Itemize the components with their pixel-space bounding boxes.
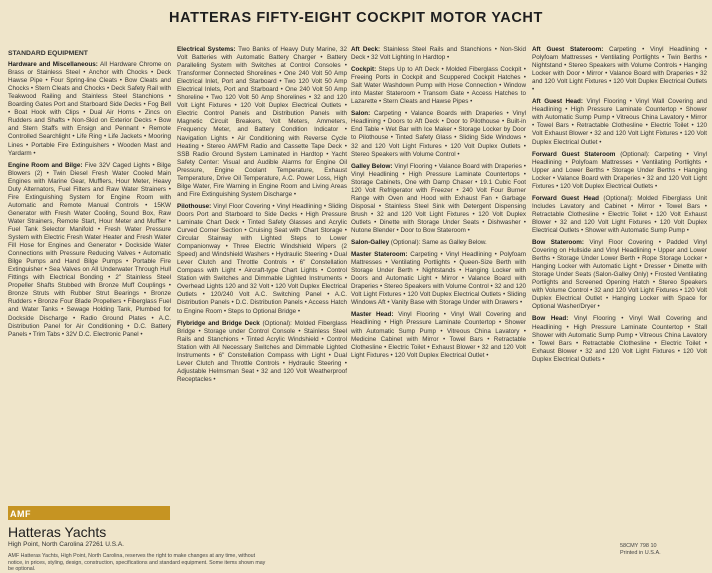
spec-section-text: Vinyl Floor Covering • Padded Vinyl Covering on Hullside and Vinyl Headlining • Upper and Lower Berths • Storage Under Lower Berth • Rope Storage Locker • Hanging Locker with Automatic Light • Dresser • Dinette with Storage Under Seats (Salon-Galley Only) • Frosted Ventilating Portlights and Screened Opening Hatch • Stereo Speakers with Volume Control • 32 and 120 Volt Light Fixtures • 120 Volt Duplex Electrical Outlet • Hanging Locker with Space for Optional Washer/Dryer • <box>532 239 707 311</box>
spec-section-head: Bow Head: <box>532 315 569 323</box>
spec-section-head: Cockpit: <box>351 66 377 74</box>
spec-section-text: (Optional): Molded Fiberglass Unit Includes Lavatory and Cabinet • Mirror • Towel Bars • Retractable Clothesline • Electric Toilet • 120 Volt Exhaust Blower • 32 and 120 Volt Light Fixtures • 120 Volt Duplex Electrical Outlets • Shower with Automatic Sump Pump • <box>532 194 707 234</box>
spec-section-text: Vinyl Flooring • Vinyl Wall Covering and Headlining • High Pressure Laminate Countertop • Shower with Automatic Sump Pump • Vitreous China Lavatory • Medicine Cabinet with Mirror • Towel Bars • Retractable Clothesline • Electric Toilet • Exhaust Blower • 32 and 120 Volt Light Fixtures • 120 Volt Duplex Electrical Outlet • <box>351 311 526 359</box>
printed-in: Printed in U.S.A. <box>620 550 661 556</box>
spec-section-text: Carpeting • Vinyl Headlining • Polyfoam Mattresses • Ventilating Portlights • Queen-Size Berth with Storage Under Berth • Nightstands • Hanging Locker with Doors and Automatic Light • Mirror • Valance Board with Draperies • Stereo Speakers with Volume Control • 32 and 120 Volt Light Fixtures • 120 Volt Duplex Electrical Outlets • Sliding Windows Aft • Vanity Base with Storage Under with Drawers • <box>351 251 526 307</box>
spec-section <box>532 46 707 94</box>
column-2 <box>177 46 347 388</box>
spec-section-head: Aft Guest Stateroom: <box>532 46 604 53</box>
spec-section <box>532 195 707 235</box>
spec-section <box>351 311 526 359</box>
spec-section-text: Carpeting • Valance Boards with Draperies • Vinyl Headlining • Doors to Aft Deck • Door to Pilothouse • Built-in End Table • Wet Bar with Ice Maker • Storage Locker by Door to Pilothouse • Tinted Safety Glass • Sliding Side Windows • 32 and 120 Volt Light Fixtures • 120 Volt Duplex Outlets • Stereo Speakers with Volume Control • <box>351 110 526 158</box>
spec-section-head: Galley Below: <box>351 162 393 170</box>
spec-section-text: Vinyl Flooring • Vinyl Wall Covering and Headlining • High Pressure Laminate Countertop • Shower with Automatic Sump Pump • Vitreous China Lavatory • Mirror • Towel Bars • Retractable Clothesline • Electric Toilet • 120 Volt Exhaust Blower • 32 and 120 Volt Light Fixtures • 120 Volt Duplex Electrical Outlet • <box>532 98 707 146</box>
spec-section <box>532 98 707 146</box>
spec-section-text: Stainless Steel Rails and Stanchions • Non-Skid Deck • 32 Volt Lighting In Hardtop • <box>351 46 526 62</box>
amf-logo: AMF <box>10 509 31 519</box>
spec-section-head: Flybridge and Bridge Deck <box>177 319 260 327</box>
spec-section <box>351 46 526 62</box>
spec-section-head: Master Head: <box>351 311 394 319</box>
spec-section <box>532 239 707 311</box>
footer-code-block <box>620 543 661 557</box>
spec-section-text: Vinyl Flooring • Vinyl Wall Covering and Headlining • High Pressure Laminate Countertop • Stall Shower with Automatic Sump Pump • Vitreous China Lavatory • Towel Bars • Retractable Clothesline • Electric Toilet • Exhaust Blower • 32 and 120 Volt Light Fixtures • 120 Volt Duplex Electrical Outlets • <box>532 315 707 363</box>
spec-section-head: Aft Deck: <box>351 46 381 53</box>
spec-section <box>8 162 171 339</box>
spec-section-text: All Hardware Chrome on Brass or Stainless Steel • Anchor with Chocks • Deck Hawse Pipe • Four Spring-line Cleats • Bow Cleats and Chocks • Stern Cleats and Chocks • Deck Safety Rail with Teakwood Railing and Stainless Steel Stanchions • Boarding Gates Port and Starboard Side Decks • Fog Bell • Boat Hook with Clips • Dual Air Horns • Zincs on Rudders and Shafts • Non-Skid on Exterior Decks • Bow and Stern Staffs with Ensign and Pennant • Remote Controlled Searchlight • Life Ring • Life Jackets • Mooring Lines • Portable Fire Extinguishers • Wooden Mast and Yardarm • <box>8 61 171 157</box>
disclaimer-note: AMF Hatteras Yachts, High Point, North Carolina, reserves the right to make changes at any time, without notice, in prices, styling, design, construction, specifications and standard equipment. Some items shown may be optional. <box>8 553 266 572</box>
spec-section-text: (Optional): Molded Fiberglass Bridge • Storage under Control Console • Stainless Steel Rails and Stanchions • Tinted Acrylic Windshield • Control Station with All Necessary Switches and Dimmable Lighted Instruments • 6" Constellation Compass with Light • Dual Lever Clutch and Throttle Controls • Hydraulic Steering • Adjustable Helmsman Seat • 32 and 120 Volt Weatherproof Receptacles • <box>177 319 347 383</box>
spec-section-text: Carpeting • Vinyl Headlining • Polyfoam Mattresses • Ventilating Portlights • Twin Berths • Nightstand • Stereo Speakers with Volume Controls • Hanging Locker with Door • Mirror • Valance Board with Draperies • 32 and 120 Volt Light Fixtures • 120 Volt Duplex Electrical Outlets • <box>532 46 707 94</box>
spec-section-head: Pilothouse: <box>177 202 212 210</box>
brand-color-bar <box>8 506 170 520</box>
company-name: Hatteras Yachts <box>8 524 107 540</box>
spec-section-text: Two Banks of Heavy Duty Marine, 32 Volt Batteries with Automatic Battery Charger • Battery Paralleling System with Switches at Control Consoles • Transformer Connected Shorelines • One 240 Volt 50 Amp Electrical Inlet, Port and Starboard • Two 120 Volt 50 Amp Electrical Inlets, Port and Starboard • One 240 Volt 50 Amp Shoreline • Two 120 Volt 50 Amp Shorelines • 32 and 120 Volt Light Fixtures • 120 Volt Duplex Electrical Outlets • Electric Control Panels and Distribution Panels with Magnetic Circuit Breakers, Volt Meters, Ammeters, Frequency Meter, and Battery Condition Indicator • Navigation Lights • Air Conditioning with Reverse Cycle Heating • Stereo AM/FM Radio and Cassette Tape Deck • SSB Radio Ground System Laminated in Hardtop • Yacht Safety Center: Visual and Audible Alarms for Engine Oil Pressure, Engine Coolant Temperature, Exhaust Temperature, Drive Oil Temperature, A.C. Power Loss, High Bilge Water, Fire Warning in Engine Room and Living Areas and Fire Extinguishing System Discharge • <box>177 46 347 198</box>
spec-section <box>177 320 347 384</box>
spec-section-text: (Optional): Carpeting • Vinyl Headlining • Polyfoam Mattresses • Ventilating Portlights • Upper and Lower Berths • Storage Under Berths • Hanging Locker • Valance Board with Draperies • 32 and 120 Volt Light Fixtures • 120 Volt Duplex Electrical Outlets • <box>532 150 707 190</box>
spec-section-head: Forward Guest Head <box>532 194 599 202</box>
company-address: High Point, North Carolina 27261 U.S.A. <box>8 541 124 548</box>
column-3 <box>351 46 526 364</box>
spec-section <box>177 203 347 316</box>
spec-section <box>532 315 707 363</box>
spec-section-head: Engine Room and Bilge: <box>8 161 83 169</box>
spec-section <box>8 61 171 158</box>
spec-section-head: Aft Guest Head: <box>532 98 584 106</box>
spec-section-text: (Optional): Same as Galley Below. <box>389 239 487 247</box>
column-1 <box>8 50 171 343</box>
spec-section-text: Five 32V Caged Lights • Bilge Blowers (2) • Twin Diesel Fresh Water Cooled Main Engines with Marine Gear, Mufflers, Hour Meter, Heavy Duty Alternators, Fuel Filters and Raw Water Strainers • Fire Extinguishing System for Engine Room with Automatic and Remote Manual Controls • 15KW Generator with Fresh Water Cooling, Sound Box, Raw Water Strainers, Remote Start, Hour Meter and Muffler • Fuel Tank Selector Manifold • Fresh Water Pressure System with Electric Fresh Water Heater and Fresh Water Fill Hose for Engines and Generator • Dockside Water Connections with Pressure Reducing Valves • Automatic Bilge Pumps and Hand Bilge Pumps • Portable Fire Extinguisher • Sea Valves on All Underwater Through Hull Fittings with Electrical Bonding • 2" Stainless Steel Propeller Shafts Stubbed with Bronze Muff Couplings • Bronze Struts with Rubber Strut Bearings • Bronze Rudders • Bronze Four Blade Propellers • Fiberglass Fuel and Water Tanks • Sewage Holding Tank, Plumbed for Dockside Discharge • Radio Ground Plates • A.C. Distribution Panel for Air Conditioning • D.C. Battery Panels • Trim Tabs • 32V D.C. Electronic Panel • <box>8 161 171 338</box>
spec-section <box>532 151 707 191</box>
spec-section-text: Vinyl Floor Covering • Vinyl Headlining • Sliding Doors Port and Starboard to Side Decks • High Pressure Laminate Chart Deck • Tinted Safety Glasses and Acrylic Curved Corner Section • Cruising Seat with Chart Storage • Circular Stairway with Lighted Steps to Lower Companionway • Three Electric Windshield Wipers (2 Speed) and Windshield Washers • Hydraulic Steering • Dual Lever Clutch and Throttle Controls • 6" Constellation Compass with Light • Aircraft-type Chart Lights • Control Station with Switches and Dimmable Lighted Instruments • Overhead Lights 120 and 32 Volt • 120 Volt Duplex Electrical Outlets • 120/240 Volt A.C. Switching Panel • A.C. Distribution Panels • D.C. Distribution Panels • Access Hatch to Engine Room • Steps to Optional Bridge • <box>177 202 347 315</box>
spec-section-head: Electrical Systems: <box>177 46 236 53</box>
spec-section-head: Hardware and Miscellaneous: <box>8 61 98 69</box>
catalog-code: 58CMY 798 10 <box>620 543 657 549</box>
spec-section <box>351 251 526 307</box>
spec-section <box>351 163 526 235</box>
section-heading: STANDARD EQUIPMENT <box>8 50 88 57</box>
spec-section <box>351 239 526 247</box>
spec-section-text: Steps Up to Aft Deck • Molded Fiberglass Cockpit • Freeing Ports in Cockpit and Scuppered Cockpit Hatches • Salt Water Washdown Pump with Hose Connection • Window into Master Stateroom • Transom Gate • Access Hatches to Lazarette • Stern Cleats and Hawse Pipes • <box>351 66 526 106</box>
column-4 <box>532 46 707 368</box>
spec-section <box>177 46 347 199</box>
spec-section <box>351 110 526 158</box>
page-title: HATTERAS FIFTY-EIGHT COCKPIT MOTOR YACHT <box>169 10 543 26</box>
spec-section <box>351 66 526 106</box>
spec-section-head: Bow Stateroom: <box>532 239 584 247</box>
spec-section-head: Forward Guest Stateroom <box>532 150 616 158</box>
spec-section-head: Master Stateroom: <box>351 251 408 259</box>
spec-section-head: Salon-Galley <box>351 239 390 247</box>
spec-section-text: Vinyl Flooring • Valance Board with Draperies • Vinyl Headlining • High Pressure Laminate Countertops • Storage Cabinets, One with Damp Chaser • 19.1 Cubic Foot 120 Volt Refrigerator with Freezer • 240 Volt Four Burner Range with Oven and Hood with Exhaust Fan • Garbage Disposal • Stainless Steel Sink with Detergent Dispensing Brush • 32 and 120 Volt Light Fixtures • 120 Volt Duplex Outlets • Dinette with Storage Under Seats • Dishwasher • Nutone Blender • Door to Bow Stateroom • <box>351 162 526 234</box>
spec-section-head: Salon: <box>351 110 371 118</box>
